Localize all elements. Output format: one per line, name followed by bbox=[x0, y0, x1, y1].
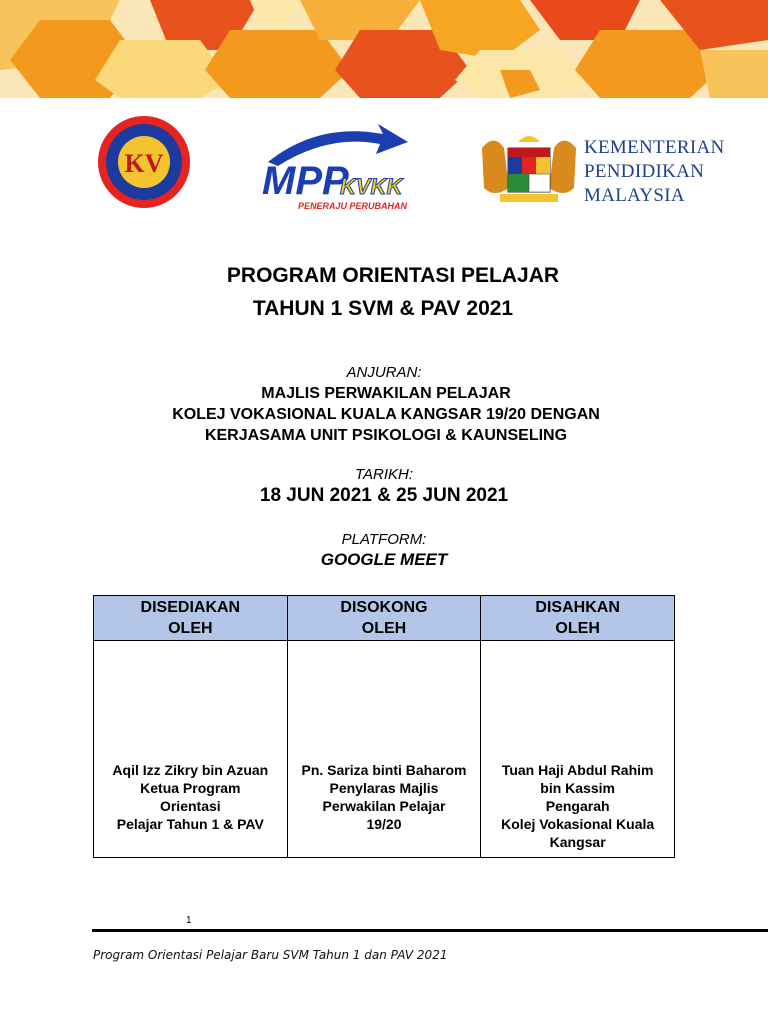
table-header-row bbox=[94, 596, 675, 641]
kpm-line-1: KEMENTERIAN bbox=[584, 137, 725, 158]
kv-college-logo bbox=[90, 112, 198, 212]
tarikh-label: TARIKH: bbox=[354, 466, 414, 483]
footnote-number: 1 bbox=[186, 915, 192, 926]
approval-table bbox=[93, 595, 675, 858]
page-footer: Program Orientasi Pelajar Baru SVM Tahun 1 dan PAV 2021 bbox=[93, 948, 448, 962]
kpm-line-3: MALAYSIA bbox=[584, 185, 685, 206]
header-disediakan: DISEDIAKAN OLEH bbox=[94, 596, 288, 641]
kpm-line-2: PENDIDIKAN bbox=[584, 161, 705, 182]
organizer-line-2: KOLEJ VOKASIONAL KUALA KANGSAR 19/20 DENGAN bbox=[172, 406, 600, 423]
header-disokong: DISOKONG OLEH bbox=[287, 596, 481, 641]
kpm-wordmark bbox=[584, 136, 725, 208]
malaysia-coat-of-arms bbox=[474, 128, 584, 208]
organizer-line-3: KERJASAMA UNIT PSIKOLOGI & KAUNSELING bbox=[204, 427, 568, 444]
kv-letters: KV bbox=[124, 149, 164, 178]
platform-value: GOOGLE MEET bbox=[320, 550, 448, 569]
header-banner bbox=[0, 0, 768, 98]
organizer-line-1: MAJLIS PERWAKILAN PELAJAR bbox=[261, 385, 511, 402]
kvkk-text: KVKK bbox=[340, 174, 403, 199]
footer-divider bbox=[92, 929, 768, 932]
signatory-approved: Tuan Haji Abdul Rahim bin Kassim Pengarah Kolej Vokasional Kuala Kangsar bbox=[481, 641, 675, 858]
anjuran-label: ANJURAN: bbox=[346, 364, 422, 381]
header-disahkan: DISAHKAN OLEH bbox=[481, 596, 675, 641]
hexagon-pattern bbox=[0, 0, 768, 98]
signatory-supported: Pn. Sariza binti Baharom Penylaras Majlis Perwakilan Pelajar 19/20 bbox=[287, 641, 481, 858]
table-row bbox=[94, 641, 675, 858]
mpp-tagline: PENERAJU PERUBAHAN bbox=[298, 201, 408, 211]
mpp-kvkk-logo bbox=[258, 122, 438, 214]
doc-title-line-1: PROGRAM ORIENTASI PELAJAR bbox=[226, 264, 560, 287]
platform-label: PLATFORM: bbox=[341, 531, 427, 548]
signatory-prepared: Aqil Izz Zikry bin Azuan Ketua Program Orientasi Pelajar Tahun 1 & PAV bbox=[94, 641, 288, 858]
doc-title-line-2: TAHUN 1 SVM & PAV 2021 bbox=[252, 297, 514, 320]
event-dates: 18 JUN 2021 & 25 JUN 2021 bbox=[259, 485, 509, 506]
mpp-text: MPP bbox=[262, 159, 349, 203]
organizer-block bbox=[2, 383, 768, 446]
